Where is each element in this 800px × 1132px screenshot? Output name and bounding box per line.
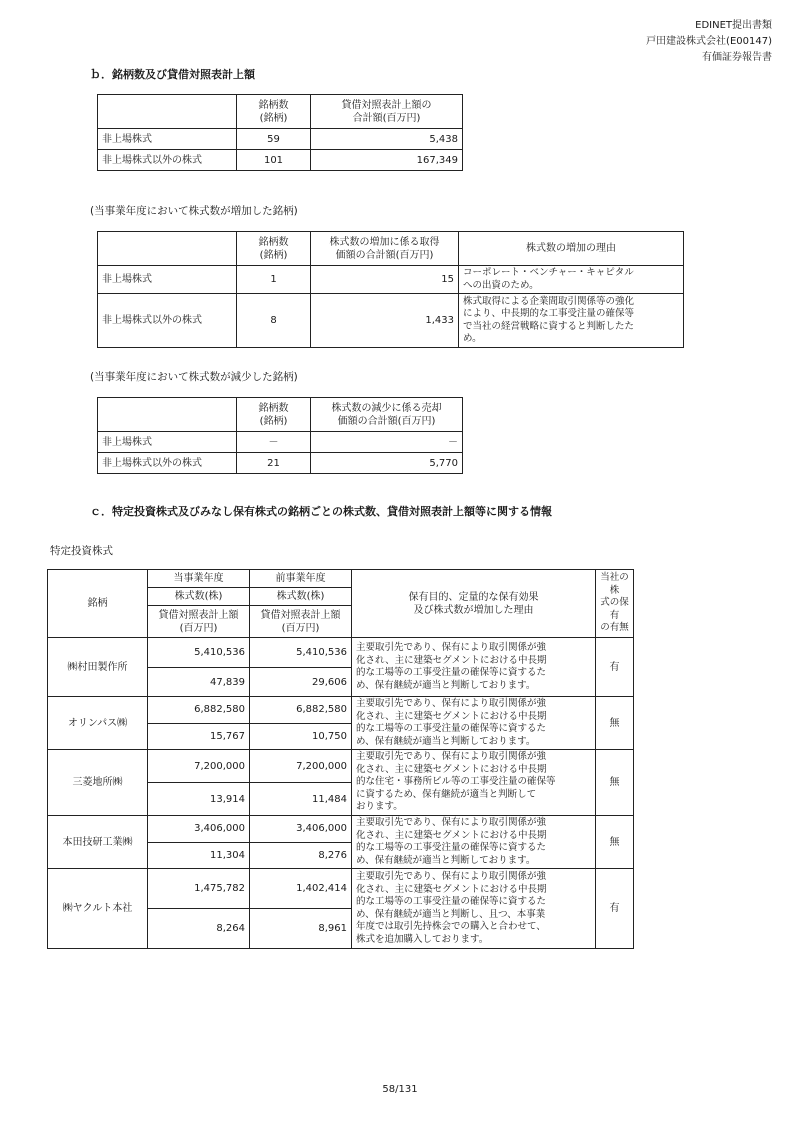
row-amount: 167,349 <box>311 150 463 171</box>
row-label: 非上場株式 <box>98 266 237 294</box>
increase-table <box>97 231 684 348</box>
stock-name: ㈱村田製作所 <box>48 638 148 697</box>
cross-holding-flag: 有 <box>596 638 634 697</box>
row-label: 非上場株式 <box>98 432 237 453</box>
col-count-header: 銘柄数 (銘柄) <box>237 232 311 266</box>
table-row <box>48 869 634 909</box>
col-amount-header: 貸借対照表計上額の 合計額(百万円) <box>311 95 463 129</box>
table-row <box>98 432 463 453</box>
decrease-caption: (当事業年度において株式数が減少した銘柄) <box>90 371 298 383</box>
header-doc-type: EDINET提出書類 <box>695 20 772 31</box>
holding-purpose: 主要取引先であり、保有により取引関係が強 化され、主に建築セグメントにおける中長期 的な工場等の工事受注量の確保等に資するた め、保有継続が適当と判断しております。 <box>352 816 596 869</box>
holding-purpose: 主要取引先であり、保有により取引関係が強 化され、主に建築セグメントにおける中長期 的な住宅・事務所ビル等の工事受注量の確保等 に資するため、保有継続が適当と判断して おります。 <box>352 750 596 816</box>
row-count: 59 <box>237 129 311 150</box>
row-reason: コーポレート・ベンチャー・キャピタル への出資のため。 <box>459 266 684 294</box>
increase-caption: (当事業年度において株式数が増加した銘柄) <box>90 205 298 217</box>
col-purpose-header: 保有目的、定量的な保有効果 及び株式数が増加した理由 <box>352 570 596 638</box>
stock-name: ㈱ヤクルト本社 <box>48 869 148 949</box>
table-row <box>48 638 634 668</box>
col-amount-header: 株式数の減少に係る売却 価額の合計額(百万円) <box>311 398 463 432</box>
row-count: 101 <box>237 150 311 171</box>
holding-purpose: 主要取引先であり、保有により取引関係が強 化され、主に建築セグメントにおける中長期 的な工場等の工事受注量の確保等に資するた め、保有継続が適当と判断し、且つ、本事業 年度では取引先持株会での購入と合わせて、 株式を追加購入しております。 <box>352 869 596 949</box>
current-bs-amount: 8,264 <box>148 909 250 949</box>
prior-bs-amount: 10,750 <box>250 723 352 750</box>
row-amount: 15 <box>311 266 459 294</box>
row-count: 8 <box>237 294 311 348</box>
cross-holding-flag: 無 <box>596 816 634 869</box>
col-bs-header: 貸借対照表計上額 (百万円) <box>250 606 352 638</box>
col-shares-header: 株式数(株) <box>148 588 250 606</box>
holdings-count-table <box>97 94 463 171</box>
col-amount-header: 株式数の増加に係る取得 価額の合計額(百万円) <box>311 232 459 266</box>
current-bs-amount: 47,839 <box>148 668 250 697</box>
current-shares: 5,410,536 <box>148 638 250 668</box>
empty-header-cell <box>98 232 237 266</box>
prior-shares: 6,882,580 <box>250 697 352 724</box>
holding-purpose: 主要取引先であり、保有により取引関係が強 化され、主に建築セグメントにおける中長期 的な工場等の工事受注量の確保等に資するた め、保有継続が適当と判断しております。 <box>352 697 596 750</box>
col-current-year-header: 当事業年度 <box>148 570 250 588</box>
row-count: 1 <box>237 266 311 294</box>
specific-caption: 特定投資株式 <box>50 545 113 557</box>
row-amount: 5,438 <box>311 129 463 150</box>
table-row <box>48 816 634 843</box>
table-row <box>98 129 463 150</box>
current-shares: 7,200,000 <box>148 750 250 783</box>
table-row <box>98 266 684 294</box>
table-row <box>48 697 634 724</box>
row-amount: 5,770 <box>311 453 463 474</box>
row-amount: － <box>311 432 463 453</box>
row-label: 非上場株式以外の株式 <box>98 150 237 171</box>
cross-holding-flag: 無 <box>596 697 634 750</box>
row-label: 非上場株式以外の株式 <box>98 294 237 348</box>
empty-header-cell <box>98 95 237 129</box>
stock-name: 本田技研工業㈱ <box>48 816 148 869</box>
col-count-header: 銘柄数 (銘柄) <box>237 398 311 432</box>
document-header <box>646 18 772 66</box>
prior-bs-amount: 8,961 <box>250 909 352 949</box>
prior-shares: 1,402,414 <box>250 869 352 909</box>
table-row <box>48 750 634 783</box>
decrease-table <box>97 397 463 474</box>
col-holding-header: 当社の株 式の保有 の有無 <box>596 570 634 638</box>
header-company: 戸田建設株式会社(E00147) <box>646 36 772 47</box>
empty-header-cell <box>98 398 237 432</box>
row-amount: 1,433 <box>311 294 459 348</box>
page-number: 58/131 <box>382 1084 418 1095</box>
stock-name: オリンパス㈱ <box>48 697 148 750</box>
cross-holding-flag: 有 <box>596 869 634 949</box>
prior-bs-amount: 11,484 <box>250 783 352 816</box>
prior-shares: 3,406,000 <box>250 816 352 843</box>
current-shares: 6,882,580 <box>148 697 250 724</box>
table-row <box>98 453 463 474</box>
prior-shares: 5,410,536 <box>250 638 352 668</box>
row-count: － <box>237 432 311 453</box>
stock-name: 三菱地所㈱ <box>48 750 148 816</box>
table-row <box>98 294 684 348</box>
col-count-header: 銘柄数 (銘柄) <box>237 95 311 129</box>
current-shares: 3,406,000 <box>148 816 250 843</box>
section-b-title: ｂ．銘柄数及び貸借対照表計上額 <box>90 68 255 81</box>
header-report-type: 有価証券報告書 <box>702 52 772 63</box>
specific-investment-table <box>47 569 634 949</box>
col-name-header: 銘柄 <box>48 570 148 638</box>
current-shares: 1,475,782 <box>148 869 250 909</box>
col-bs-header: 貸借対照表計上額 (百万円) <box>148 606 250 638</box>
row-reason: 株式取得による企業間取引関係等の強化 により、中長期的な工事受注量の確保等 で当社の経営戦略に資すると判断したた め。 <box>459 294 684 348</box>
prior-bs-amount: 29,606 <box>250 668 352 697</box>
row-label: 非上場株式以外の株式 <box>98 453 237 474</box>
current-bs-amount: 15,767 <box>148 723 250 750</box>
section-c-title: ｃ．特定投資株式及びみなし保有株式の銘柄ごとの株式数、貸借対照表計上額等に関する情報 <box>90 505 552 518</box>
holding-purpose: 主要取引先であり、保有により取引関係が強 化され、主に建築セグメントにおける中長期 的な工場等の工事受注量の確保等に資するた め、保有継続が適当と判断しております。 <box>352 638 596 697</box>
current-bs-amount: 13,914 <box>148 783 250 816</box>
prior-shares: 7,200,000 <box>250 750 352 783</box>
table-row <box>98 150 463 171</box>
col-prior-year-header: 前事業年度 <box>250 570 352 588</box>
col-shares-header: 株式数(株) <box>250 588 352 606</box>
row-count: 21 <box>237 453 311 474</box>
row-label: 非上場株式 <box>98 129 237 150</box>
prior-bs-amount: 8,276 <box>250 842 352 869</box>
col-reason-header: 株式数の増加の理由 <box>459 232 684 266</box>
cross-holding-flag: 無 <box>596 750 634 816</box>
current-bs-amount: 11,304 <box>148 842 250 869</box>
